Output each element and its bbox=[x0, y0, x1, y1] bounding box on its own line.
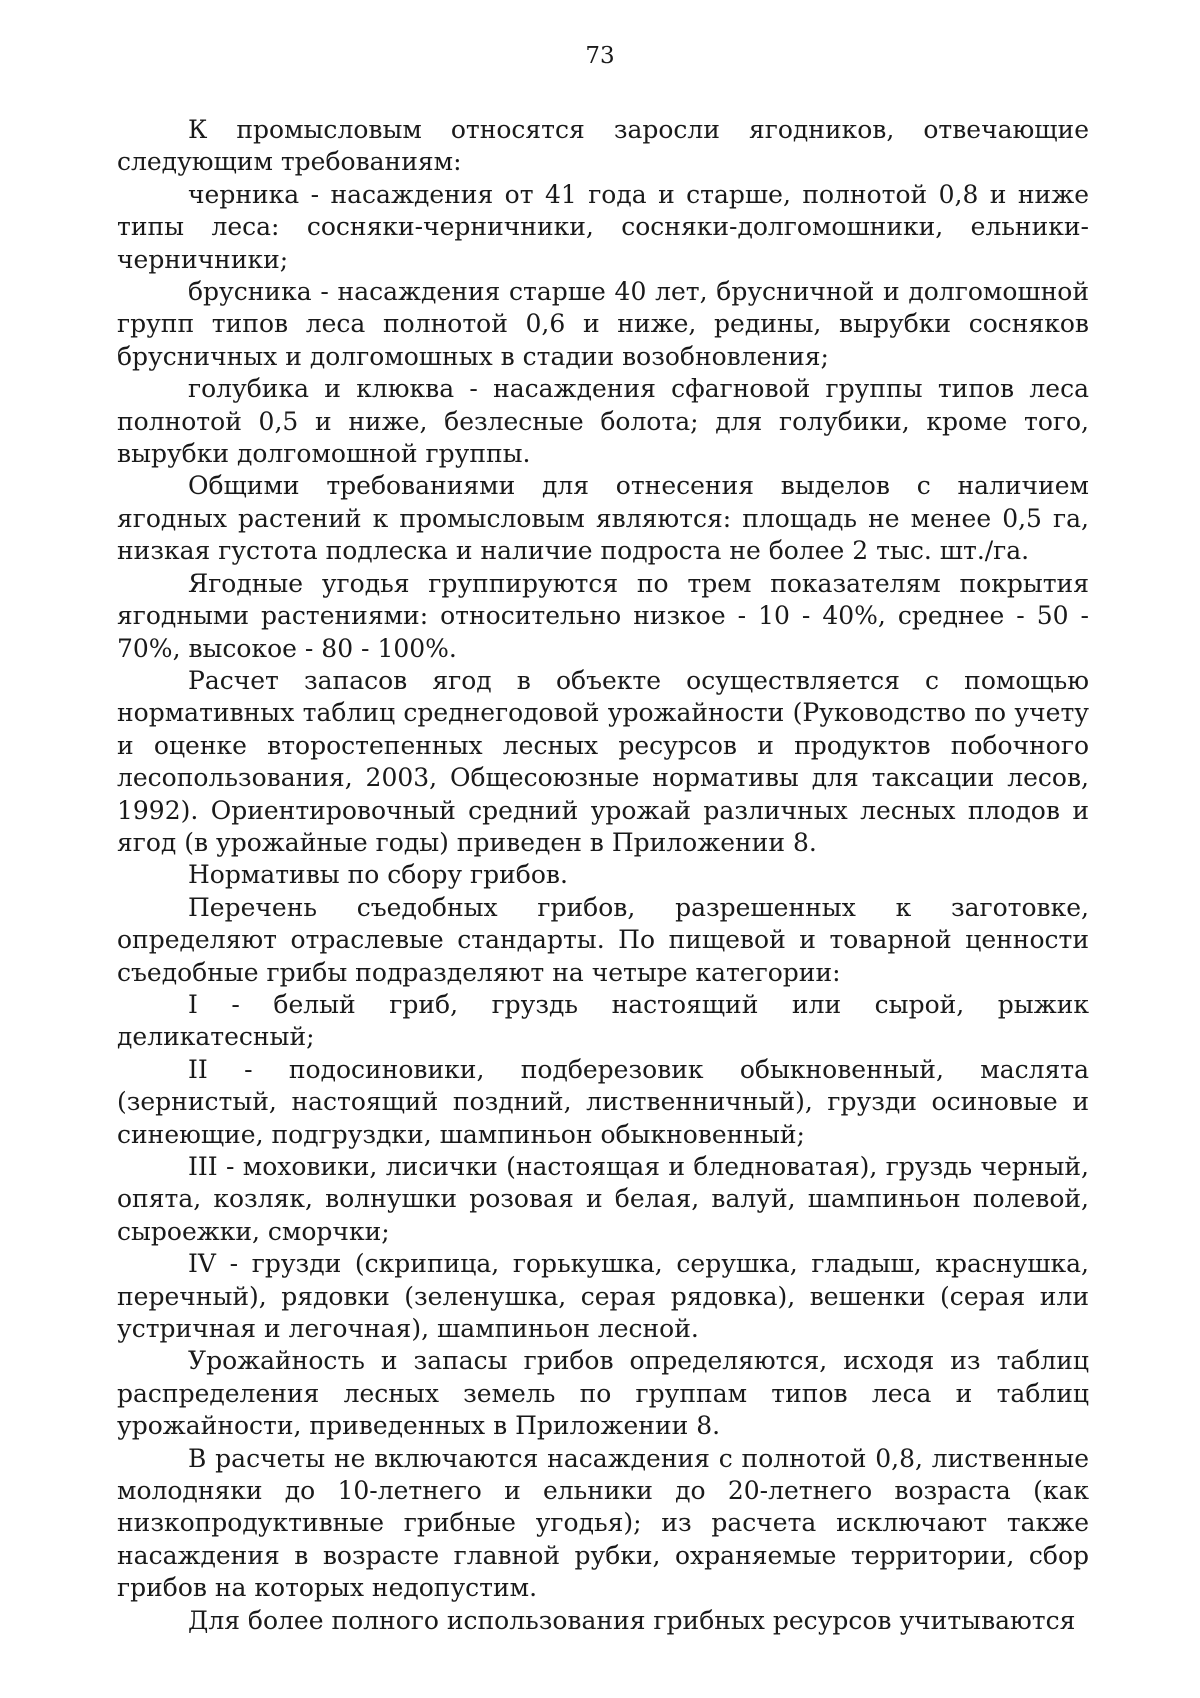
paragraph: I - белый гриб, груздь настоящий или сырой, рыжик деликатесный; bbox=[117, 989, 1089, 1052]
paragraph: Для более полного использования грибных ресурсов учитываются bbox=[188, 1605, 1076, 1635]
paragraph: III - моховики, лисички (настоящая и бледноватая), груздь черный, опята, козляк, волнушки розовая и белая, валуй, шампиньон полевой, сыроежки, сморчки; bbox=[117, 1152, 1089, 1246]
body-text bbox=[117, 114, 1089, 1637]
paragraph: Перечень съедобных грибов, разрешенных к заготовке, определяют отраслевые стандарты. По пищевой и товарной ценности съедобные грибы подразделяют на четыре категории: bbox=[117, 892, 1089, 987]
paragraph: Общими требованиями для отнесения выделов с наличием ягодных растений к промысловым являются: площадь не менее 0,5 га, низкая густота подлеска и наличие подроста не более 2 тыс. шт./га. bbox=[117, 471, 1089, 566]
paragraph: Урожайность и запасы грибов определяются, исходя из таблиц распределения лесных земель по группам типов леса и таблиц урожайности, приведенных в Приложении 8. bbox=[117, 1346, 1089, 1441]
paragraph: К промысловым относятся заросли ягодников, отвечающие следующим требованиям: bbox=[117, 115, 1089, 177]
paragraph: II - подосиновики, подберезовик обыкновенный, маслята (зернистый, настоящий поздний, лиственничный), грузди осиновые и синеющие, подгруздки, шампиньон обыкновенный; bbox=[117, 1054, 1089, 1149]
paragraph: черника - насаждения от 41 года и старше, полнотой 0,8 и ниже типы леса: сосняки-черничники, сосняки-долгомошники, ельники-черничники; bbox=[117, 179, 1089, 274]
paragraph: Расчет запасов ягод в объекте осуществляется с помощью нормативных таблиц среднегодовой урожайности (Руководство по учету и оценке второстепенных лесных ресурсов и продуктов побочного лесопользования, 2003, Общесоюзные нормативы для таксации лесов, 1992). Ориентировочный средний урожай различных лесных плодов и ягод (в урожайные годы) приведен в Приложении 8. bbox=[117, 665, 1089, 857]
paragraph: IV - грузди (скрипица, горькушка, серушка, гладыш, краснушка, перечный), рядовки (зеленушка, серая рядовка), вешенки (серая или устричная и легочная), шампиньон лесной. bbox=[117, 1249, 1089, 1344]
paragraph: брусника - насаждения старше 40 лет, брусничной и долгомошной групп типов леса полнотой 0,6 и ниже, редины, вырубки сосняков брусничных и долгомошных в стадии возобновления; bbox=[117, 277, 1089, 371]
paragraph: В расчеты не включаются насаждения с полнотой 0,8, лиственные молодняки до 10-летнего и ельники до 20-летнего возраста (как низкопродуктивные грибные угодья); из расчета исключают также насаждения в возрасте главной рубки, охраняемые территории, сбор грибов на которых недопустим. bbox=[117, 1443, 1089, 1603]
paragraph: голубика и клюква - насаждения сфагновой группы типов леса полнотой 0,5 и ниже, безлесные болота; для голубики, кроме того, вырубки долгомошной группы. bbox=[117, 374, 1089, 469]
paragraph: Нормативы по сбору грибов. bbox=[188, 860, 568, 890]
page-number: 73 bbox=[585, 43, 615, 69]
paragraph: Ягодные угодья группируются по трем показателям покрытия ягодными растениями: относительно низкое - 10 - 40%, среднее - 50 - 70%, высокое - 80 - 100%. bbox=[117, 568, 1089, 663]
